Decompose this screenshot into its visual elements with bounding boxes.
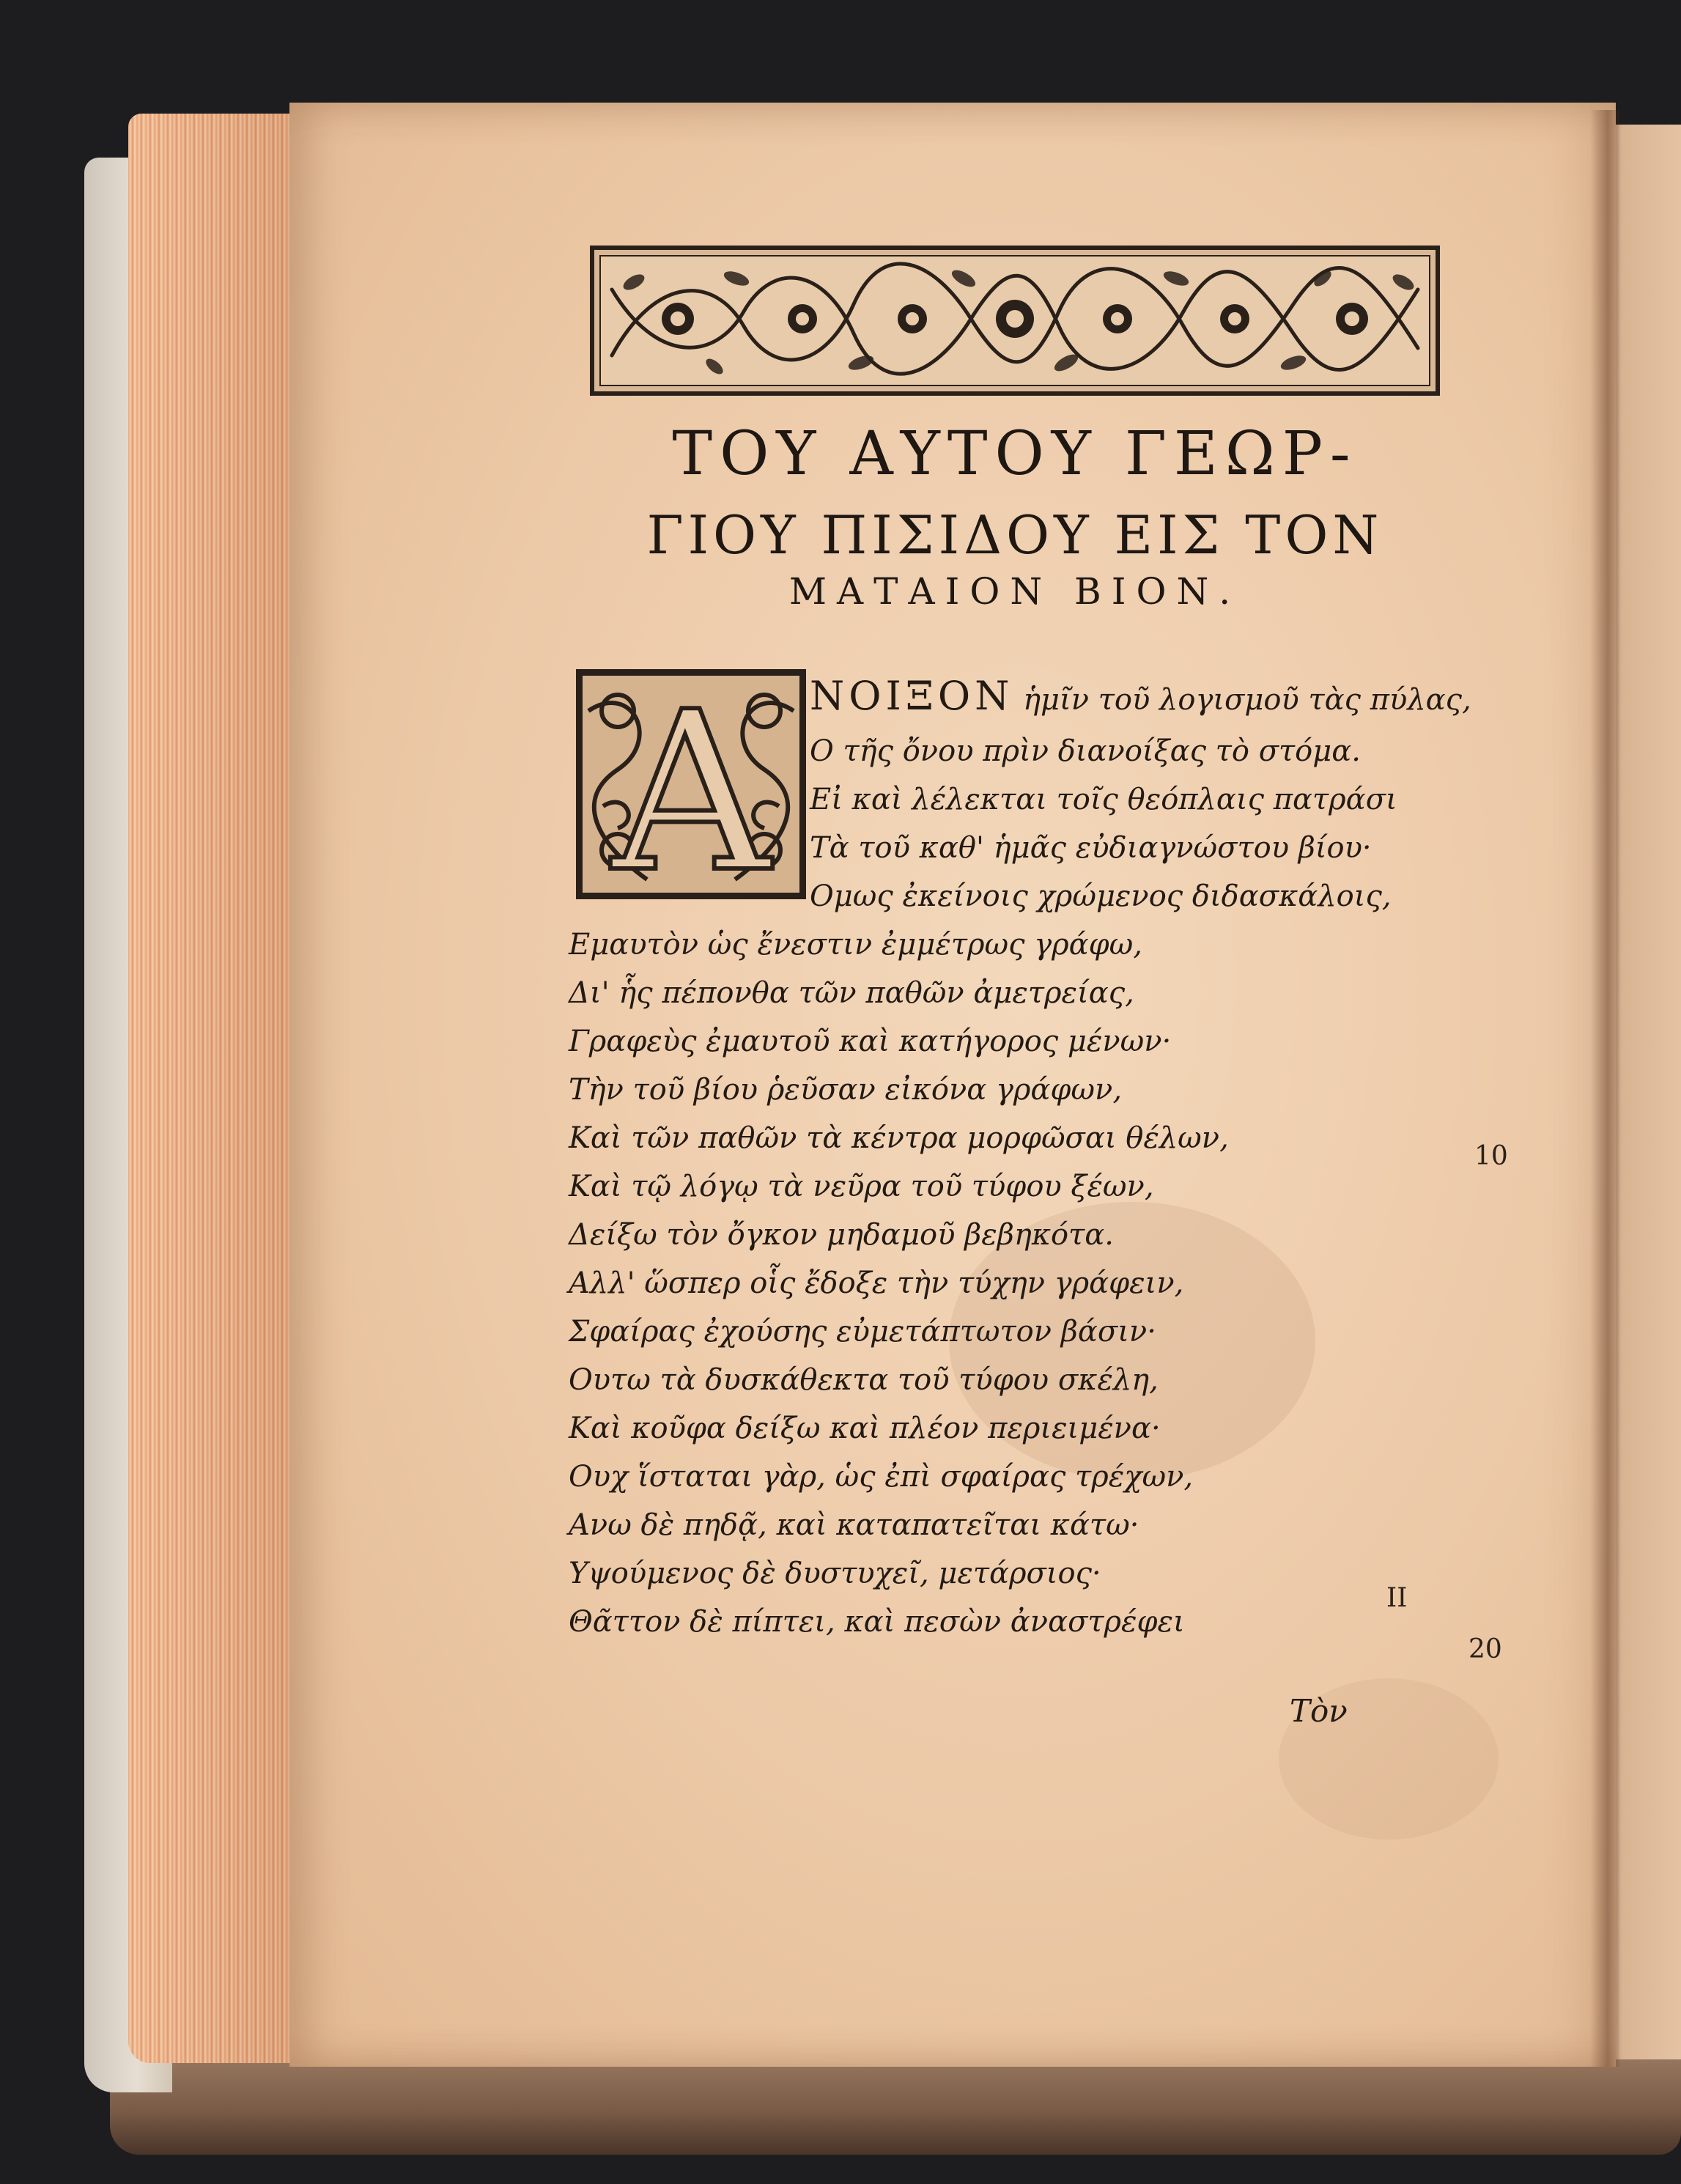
verse-text: ἡμῖν τοῦ λογισμοῦ τὰς πύλας, xyxy=(1023,683,1471,717)
verse-line-8: Γραφεὺς ἐμαυτοῦ καὶ κατήγορος μένων· xyxy=(569,1025,1172,1058)
verse-line-9: Τὴν τοῦ βίου ῥεῦσαν εἰκόνα γράφων, xyxy=(569,1073,1123,1107)
page-edges-shade xyxy=(128,114,304,2063)
floral-scroll-ornament-icon xyxy=(590,246,1440,396)
verse-line-20: Θᾶττον δὲ πίπτει, καὶ πεσὼν ἀναστρέφει xyxy=(569,1605,1185,1639)
verse-line-10: Καὶ τῶν παθῶν τὰ κέντρα μορφῶσαι θέλων, xyxy=(569,1121,1229,1155)
line-number-11: II xyxy=(1386,1583,1408,1613)
verse-line-19: Υψούμενος δὲ δυστυχεῖ, μετάρσιος· xyxy=(569,1557,1101,1590)
verse-line-15: Ουτω τὰ δυσκάθεκτα τοῦ τύφου σκέλη, xyxy=(569,1363,1159,1397)
line-number-20: 20 xyxy=(1468,1634,1502,1664)
verse-line-6: Εμαυτὸν ὡς ἔνεστιν ἐμμέτρως γράφω, xyxy=(569,928,1142,962)
verse-line-2: Ο τῆς ὄνου πρὶν διανοίξας τὸ στόμα. xyxy=(810,734,1361,768)
verse-line-17: Ουχ ἵσταται γὰρ, ὡς ἐπὶ σφαίρας τρέχων, xyxy=(569,1460,1194,1494)
title-line-2: ΓΙΟΥ ΠΙΣΙΔΟΥ ΕΙΣ ΤΟΝ xyxy=(646,504,1383,566)
line-number-10: 10 xyxy=(1474,1141,1508,1171)
verse-line-18: Ανω δὲ πηδᾷ, καὶ καταπατεῖται κάτω· xyxy=(569,1508,1139,1542)
verse-caps: ΝΟΙΞΟΝ xyxy=(810,673,1014,719)
title-line-1: ΤΟΥ ΑΥΤΟΥ ΓΕΩΡ- xyxy=(672,419,1358,489)
initial-letter: A xyxy=(611,667,771,901)
title-line-3: ΜΑΤΑΙΟΝ ΒΙΟΝ. xyxy=(788,570,1241,613)
verse-line-16: Καὶ κοῦφα δείξω καὶ πλέον περιειμένα· xyxy=(569,1412,1161,1445)
verse-line-12: Δείξω τὸν ὄγκον μηδαμοῦ βεβηκότα. xyxy=(569,1218,1114,1252)
verse-line-7: Δι' ἧς πέπονθα τῶν παθῶν ἀμετρείας, xyxy=(569,976,1134,1010)
verse-line-14: Σφαίρας ἐχούσης εὐμετάπτωτον βάσιν· xyxy=(569,1315,1156,1349)
decorated-initial-icon xyxy=(574,667,808,901)
page-gutter xyxy=(1590,110,1619,2067)
catchword: Τὸν xyxy=(1290,1693,1348,1729)
verse-line-13: Αλλ' ὥσπερ οἷς ἔδοξε τὴν τύχην γράφειν, xyxy=(569,1266,1184,1300)
verse-line-11: Καὶ τῷ λόγῳ τὰ νεῦρα τοῦ τύφου ξέων, xyxy=(569,1170,1154,1203)
verse-line-4: Τὰ τοῦ καθ' ἡμᾶς εὐδιαγνώστου βίου· xyxy=(810,831,1372,865)
verse-line-1 xyxy=(810,673,1471,719)
verse-line-5: Ομως ἐκείνοις χρώμενος διδασκάλοις, xyxy=(810,879,1392,913)
verse-line-3: Εἰ καὶ λέλεκται τοῖς θεόπλαις πατράσι xyxy=(810,783,1397,816)
